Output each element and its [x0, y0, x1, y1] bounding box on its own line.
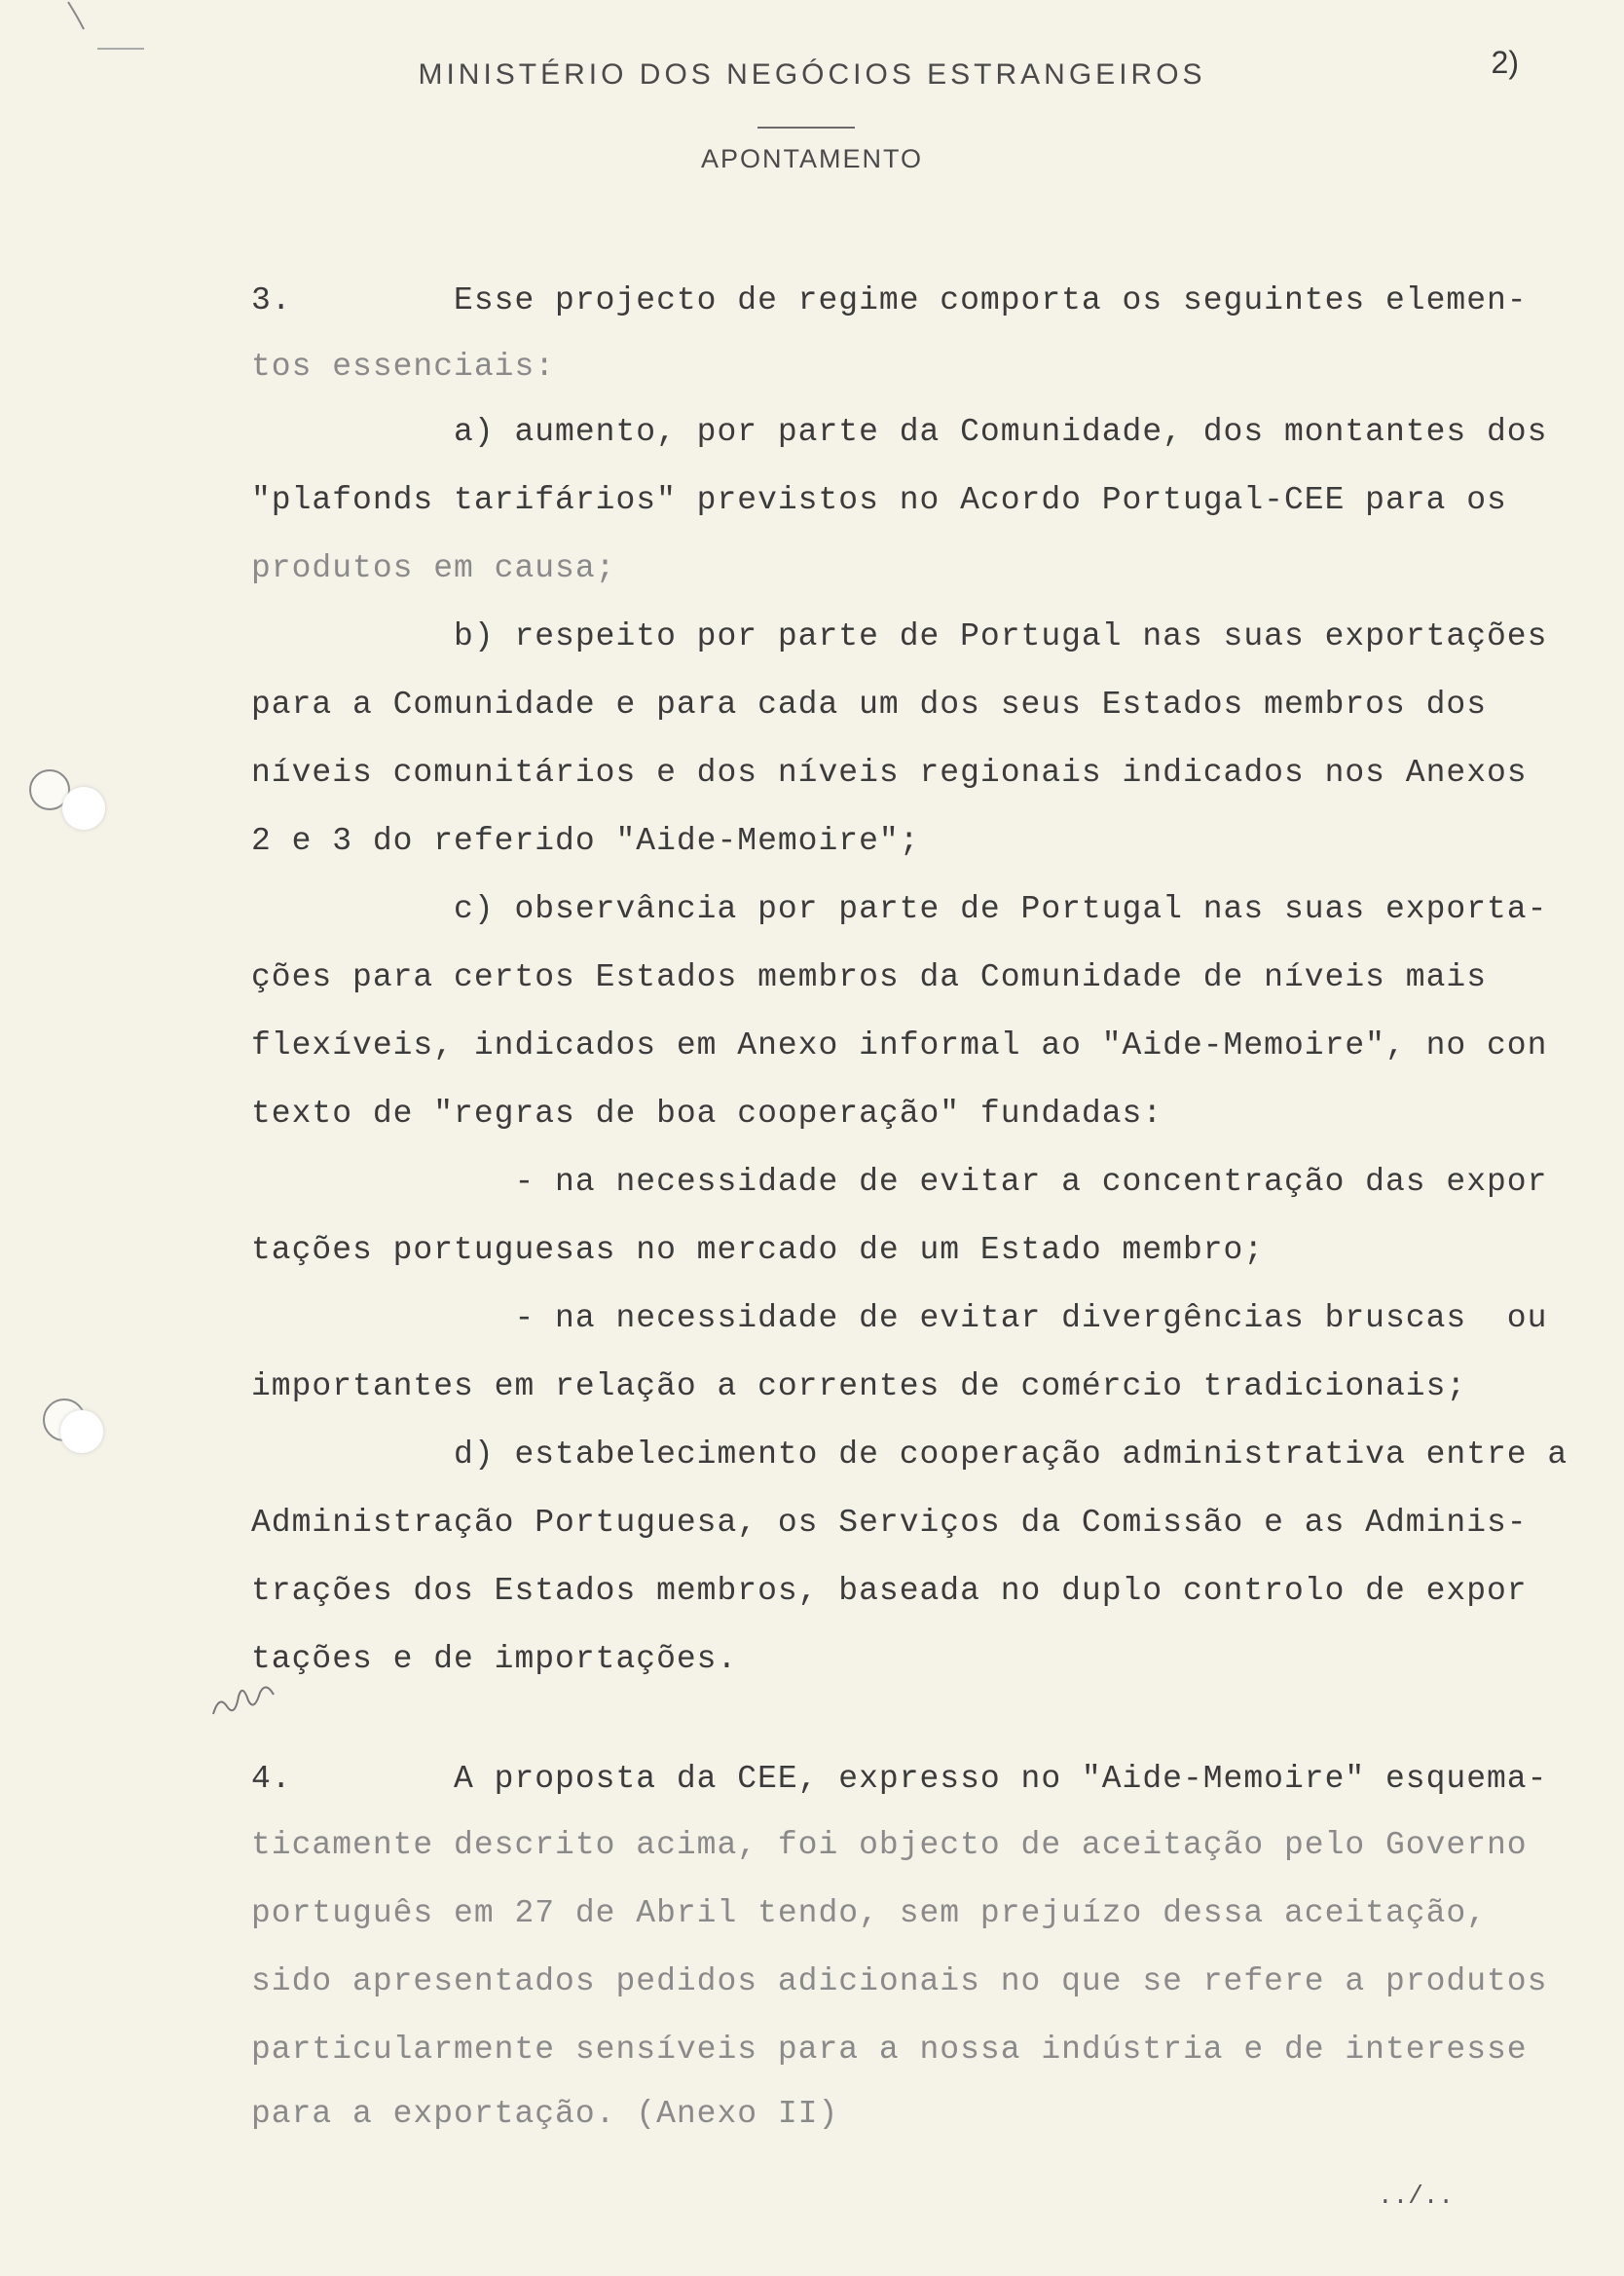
document-type: APONTAMENTO — [700, 144, 924, 173]
page-number: 2) — [1491, 45, 1519, 80]
text-line: "plafonds tarifários" previstos no Acordo Portugal-CEE para os — [251, 482, 1507, 518]
text-line: para a Comunidade e para cada um dos seus Estados membros dos — [251, 687, 1487, 723]
text-line: português em 27 de Abril tendo, sem prejuízo dessa aceitação, — [251, 1895, 1487, 1931]
text-line: 4. A proposta da CEE, expresso no "Aide-Memoire" esquema- — [251, 1761, 1548, 1797]
text-line: - na necessidade de evitar a concentração das expor — [251, 1164, 1548, 1200]
text-line: flexíveis, indicados em Anexo informal ao "Aide-Memoire", no con — [251, 1027, 1548, 1063]
punch-hole-fill — [62, 787, 105, 830]
continuation-mark: ../.. — [1377, 2182, 1454, 2211]
punch-hole-fill — [60, 1410, 103, 1453]
text-line: 2 e 3 do referido "Aide-Memoire"; — [251, 823, 920, 859]
text-line: níveis comunitários e dos níveis regionais indicados nos Anexos — [251, 755, 1528, 791]
text-line: para a exportação. (Anexo II) — [251, 2096, 839, 2132]
text-line: tações e de importações. — [251, 1641, 738, 1677]
text-line: - na necessidade de evitar divergências bruscas ou — [251, 1300, 1548, 1336]
text-line: ticamente descrito acima, foi objecto de aceitação pelo Governo — [251, 1827, 1528, 1863]
text-line: Administração Portuguesa, os Serviços da Comissão e as Adminis- — [251, 1505, 1528, 1541]
letterhead-rule — [757, 127, 855, 129]
text-line: trações dos Estados membros, baseada no duplo controlo de expor — [251, 1573, 1528, 1609]
text-line: tações portuguesas no mercado de um Estado membro; — [251, 1232, 1265, 1268]
text-line: b) respeito por parte de Portugal nas suas exportações — [251, 618, 1548, 654]
text-line: particularmente sensíveis para a nossa indústria e de interesse — [251, 2032, 1528, 2068]
text-line: a) aumento, por parte da Comunidade, dos montantes dos — [251, 414, 1548, 450]
text-line: texto de "regras de boa cooperação" fundadas: — [251, 1096, 1163, 1132]
text-line: ções para certos Estados membros da Comunidade de níveis mais — [251, 959, 1487, 995]
text-line: produtos em causa; — [251, 550, 616, 586]
letterhead-ministry: MINISTÉRIO DOS NEGÓCIOS ESTRANGEIROS — [418, 58, 1206, 91]
text-line: tos essenciais: — [251, 349, 556, 385]
text-line: importantes em relação a correntes de comércio tradicionais; — [251, 1368, 1467, 1404]
text-line: 3. Esse projecto de regime comporta os seguintes elemen- — [251, 282, 1528, 318]
text-line: c) observância por parte de Portugal nas suas exporta- — [251, 891, 1548, 927]
text-line: sido apresentados pedidos adicionais no que se refere a produtos — [251, 1963, 1548, 1999]
margin-squiggle-icon — [209, 1675, 287, 1724]
text-line: d) estabelecimento de cooperação administrativa entre a — [251, 1436, 1569, 1473]
corner-mark-icon — [39, 0, 146, 58]
